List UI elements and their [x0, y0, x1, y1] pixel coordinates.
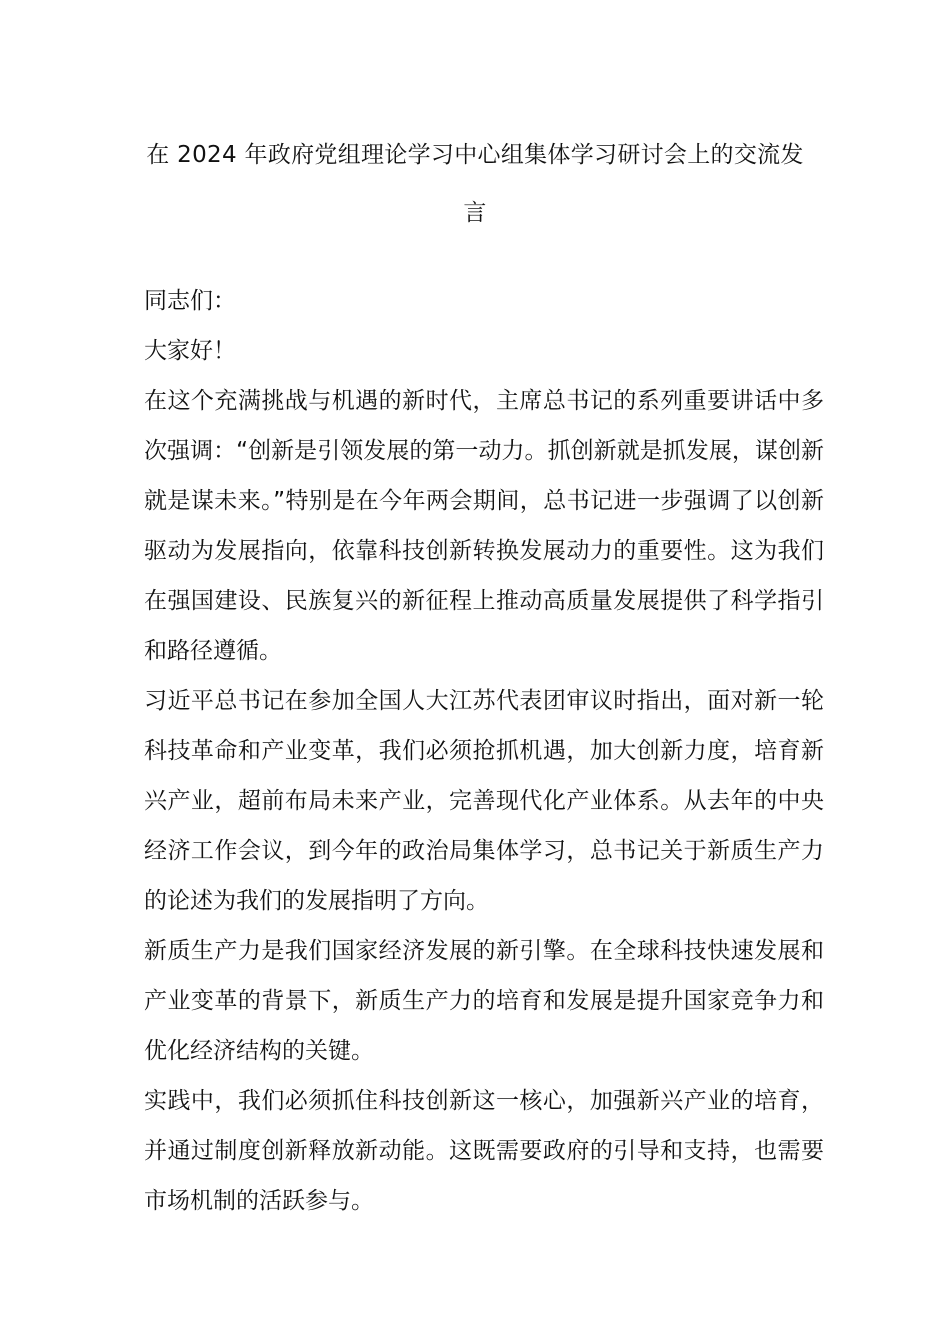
document-title: 在 2024 年政府党组理论学习中心组集体学习研讨会上的交流发言 [146, 142, 804, 226]
paragraph-2: 习近平总书记在参加全国人大江苏代表团审议时指出，面对新一轮科技革命和产业变革，我们必须抢抓机遇，加大创新力度，培育新兴产业，超前布局未来产业，完善现代化产业体系。从去年的中央经济工作会议，到今年的政治局集体学习，总书记关于新质生产力的论述为我们的发展指明了方向。 [144, 688, 824, 914]
paragraph-4: 实践中，我们必须抓住科技创新这一核心，加强新兴产业的培育，并通过制度创新释放新动能。这既需要政府的引导和支持，也需要市场机制的活跃参与。 [144, 1088, 824, 1214]
paragraph-1: 在这个充满挑战与机遇的新时代，主席总书记的系列重要讲话中多次强调：“创新是引领发展的第一动力。抓创新就是抓发展，谋创新就是谋未来。”特别是在今年两会期间，总书记进一步强调了以创新驱动为发展指向，依靠科技创新转换发展动力的重要性。这为我们在强国建设、民族复兴的新征程上推动高质量发展提供了科学指引和路径遵循。 [144, 388, 824, 664]
greeting: 大家好！ [144, 338, 236, 364]
paragraph-3: 新质生产力是我们国家经济发展的新引擎。在全球科技快速发展和产业变革的背景下，新质生产力的培育和发展是提升国家竞争力和优化经济结构的关键。 [144, 938, 824, 1064]
salutation: 同志们： [144, 288, 236, 314]
document-body [144, 276, 824, 1226]
